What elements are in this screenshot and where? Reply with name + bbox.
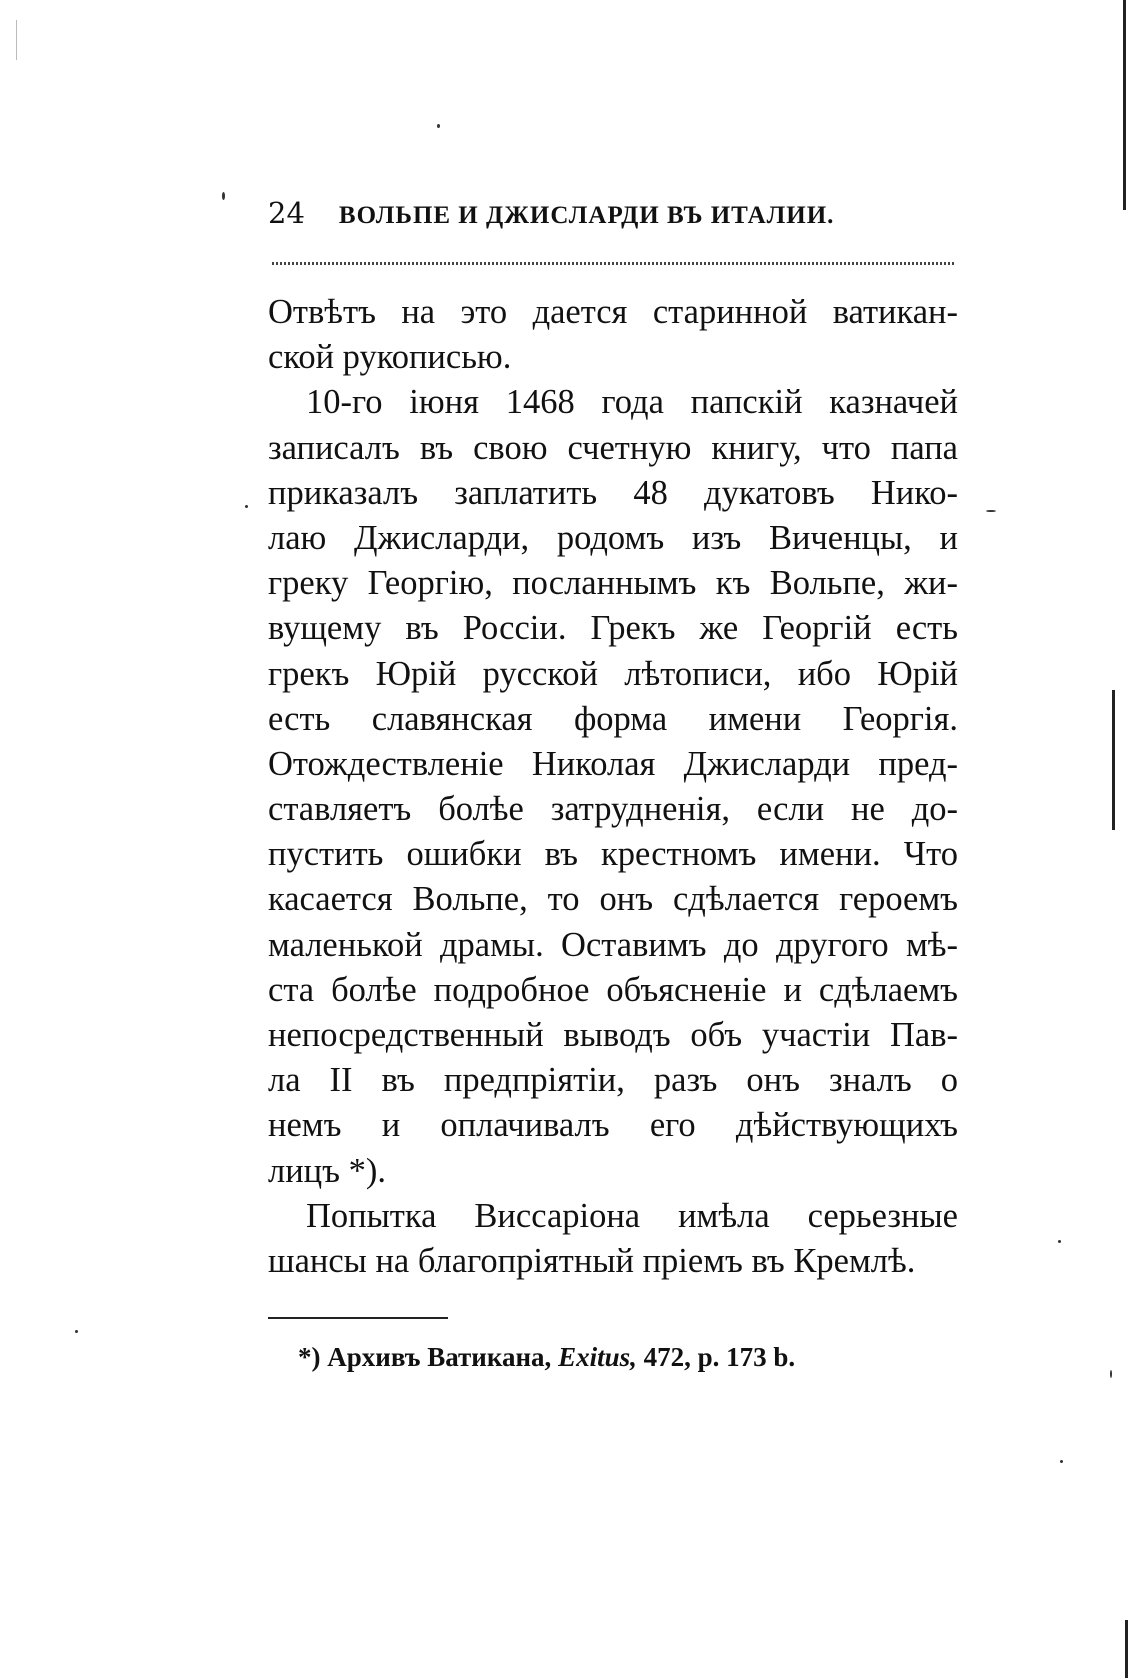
text-line: непосредственный выводъ объ участіи Пав- [268,1016,958,1054]
footnote [298,1342,918,1373]
footnote-source-title: Exitus, [558,1342,637,1372]
footnote-rule [268,1317,448,1319]
text-line: шансы на благопріятный пріемъ въ Кремлѣ. [268,1241,916,1280]
scan-speck [1060,1460,1063,1463]
scan-speck [1110,1370,1112,1378]
scan-speck [437,124,440,128]
text-line: приказалъ заплатить 48 дукатовъ Нико- [268,473,958,512]
body-text [268,290,958,1284]
scan-speck [986,510,996,512]
text-line: ставляетъ болѣе затрудненія, если не до- [268,790,958,829]
text-line: касается Вольпе, то онъ сдѣлается героемъ [268,880,958,919]
text-line: пустить ошибки въ крестномъ имени. Что [268,835,958,874]
scan-speck [222,192,225,200]
text-line: Отвѣтъ на это дается старинной ватикан- [268,293,958,331]
running-title: ВОЛЬПЕ И ДЖИСЛАРДИ ВЪ ИТАЛИИ. [338,202,835,229]
text-line: ской рукописью. [268,338,512,377]
text-line: лаю Джисларди, родомъ изъ Виченцы, и [268,518,958,557]
text-line: грекъ Юрій русской лѣтописи, ибо Юрій [268,654,958,693]
header-rule [272,262,956,265]
text-line: ста болѣе подробное объясненіе и сдѣлаемъ [268,970,958,1009]
text-line: записалъ въ свою счетную книгу, что папа [268,428,958,467]
footnote-text: Архивъ Ватикана, [327,1342,552,1372]
footnote-reference: 472, p. 173 b. [643,1342,796,1372]
running-head [268,196,958,230]
footnote-marker: *) [298,1342,321,1372]
text-line: немъ и оплачивалъ его дѣйствующихъ [268,1106,958,1145]
scan-speck [75,1330,78,1333]
text-line: Попытка Виссаріона имѣла серьезные [306,1196,958,1235]
text-line: греку Георгію, посланнымъ къ Вольпе, жи- [268,564,958,603]
scan-speck [1058,1240,1061,1243]
text-line: Отождествленіе Николая Джисларди пред- [268,744,958,783]
text-line: маленькой драмы. Оставимъ до другого мѣ- [268,925,958,964]
scan-speck [245,505,248,508]
page-edge-line [16,20,17,60]
text-line: есть славянская форма имени Георгія. [268,699,958,738]
text-line: вущему въ Россіи. Грекъ же Георгій есть [268,609,958,648]
page-edge-line [1123,0,1126,210]
text-line: 10-го іюня 1468 года папскій казначей [306,383,958,422]
page-edge-line [1112,690,1115,830]
page-number: 24 [268,196,305,230]
text-line: лицъ *). [268,1151,386,1190]
text-line: ла II въ предпріятіи, разъ онъ зналъ о [268,1061,958,1100]
page-edge-line [1125,1620,1128,1678]
